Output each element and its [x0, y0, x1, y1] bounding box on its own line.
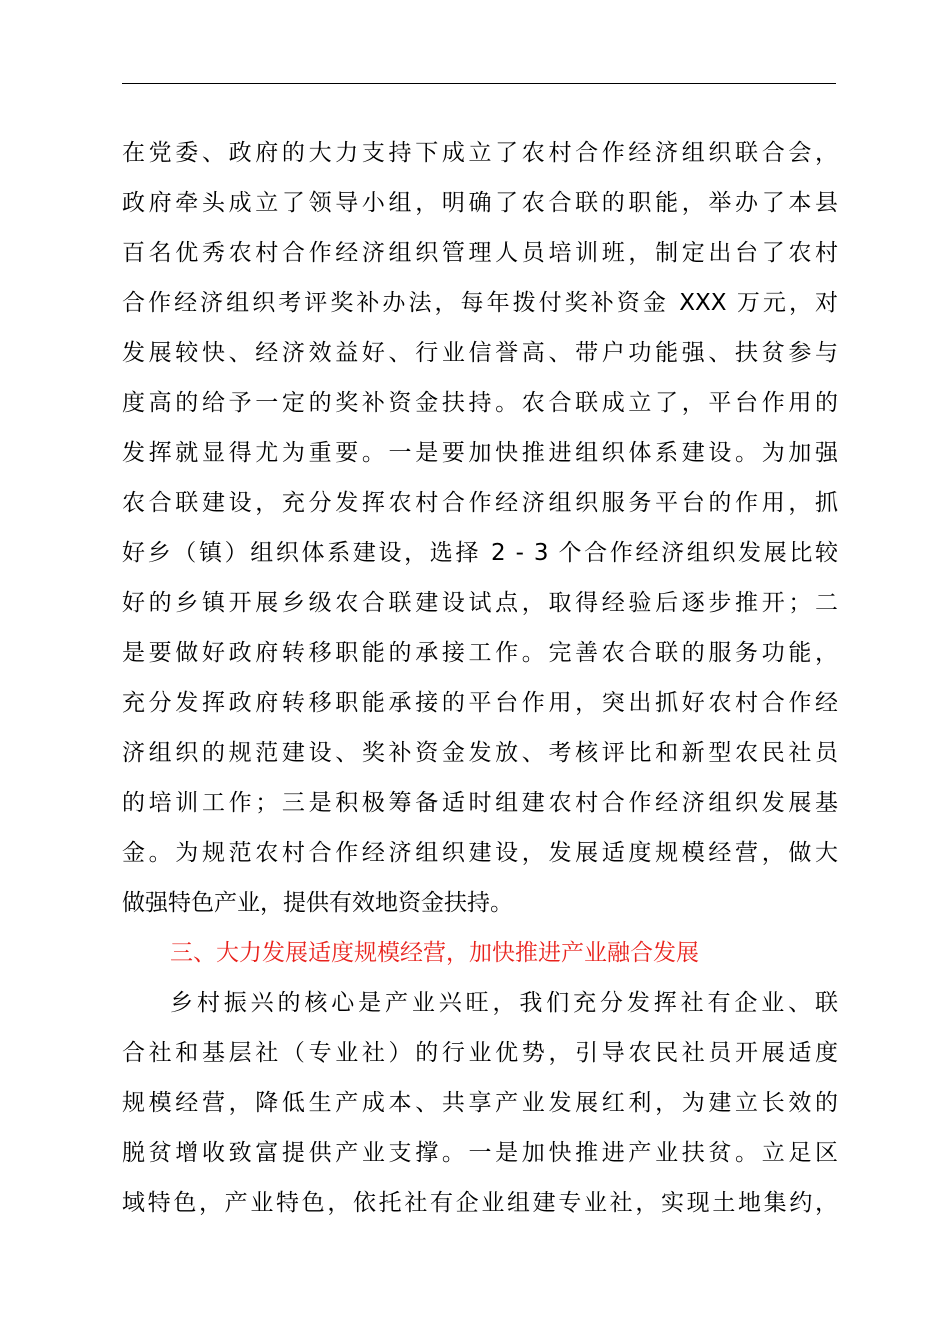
text-line: 合作经济组织考评奖补办法，每年拨付奖补资金 XXX 万元，对	[122, 290, 838, 316]
text-line: 度高的给予一定的奖补资金扶持。农合联成立了，平台作用的	[122, 390, 838, 416]
text-line: 济组织的规范建设、奖补资金发放、考核评比和新型农民社员	[122, 740, 838, 766]
section-heading: 三、大力发展适度规模经营，加快推进产业融合发展	[170, 940, 699, 966]
text-line: 做强特色产业，提供有效地资金扶持。	[122, 890, 513, 916]
document-body	[122, 128, 838, 1228]
text-line: 乡村振兴的核心是产业兴旺，我们充分发挥社有企业、联	[170, 990, 838, 1016]
text-line: 发展较快、经济效益好、行业信誉高、带户功能强、扶贫参与	[122, 340, 838, 366]
text-line: 好乡（镇）组织体系建设，选择 2 - 3 个合作经济组织发展比较	[122, 540, 838, 566]
text-line: 脱贫增收致富提供产业支撑。一是加快推进产业扶贫。立足区	[122, 1140, 838, 1166]
text-line: 合社和基层社（专业社）的行业优势，引导农民社员开展适度	[122, 1040, 838, 1066]
text-line: 好的乡镇开展乡级农合联建设试点，取得经验后逐步推开；二	[122, 590, 838, 616]
text-line: 百名优秀农村合作经济组织管理人员培训班，制定出台了农村	[122, 240, 838, 266]
text-line: 金。为规范农村合作经济组织建设，发展适度规模经营，做大	[122, 840, 838, 866]
header-rule	[122, 83, 836, 84]
text-line: 发挥就显得尤为重要。一是要加快推进组织体系建设。为加强	[122, 440, 838, 466]
text-line: 的培训工作；三是积极筹备适时组建农村合作经济组织发展基	[122, 790, 838, 816]
text-line: 充分发挥政府转移职能承接的平台作用，突出抓好农村合作经	[122, 690, 838, 716]
text-line: 政府牵头成立了领导小组，明确了农合联的职能，举办了本县	[122, 190, 838, 216]
text-line: 在党委、政府的大力支持下成立了农村合作经济组织联合会，	[122, 140, 838, 166]
text-line: 是要做好政府转移职能的承接工作。完善农合联的服务功能，	[122, 640, 838, 666]
text-line: 农合联建设，充分发挥农村合作经济组织服务平台的作用，抓	[122, 490, 838, 516]
text-line: 规模经营，降低生产成本、共享产业发展红利，为建立长效的	[122, 1090, 838, 1116]
text-line: 域特色，产业特色，依托社有企业组建专业社，实现土地集约，	[122, 1190, 838, 1216]
